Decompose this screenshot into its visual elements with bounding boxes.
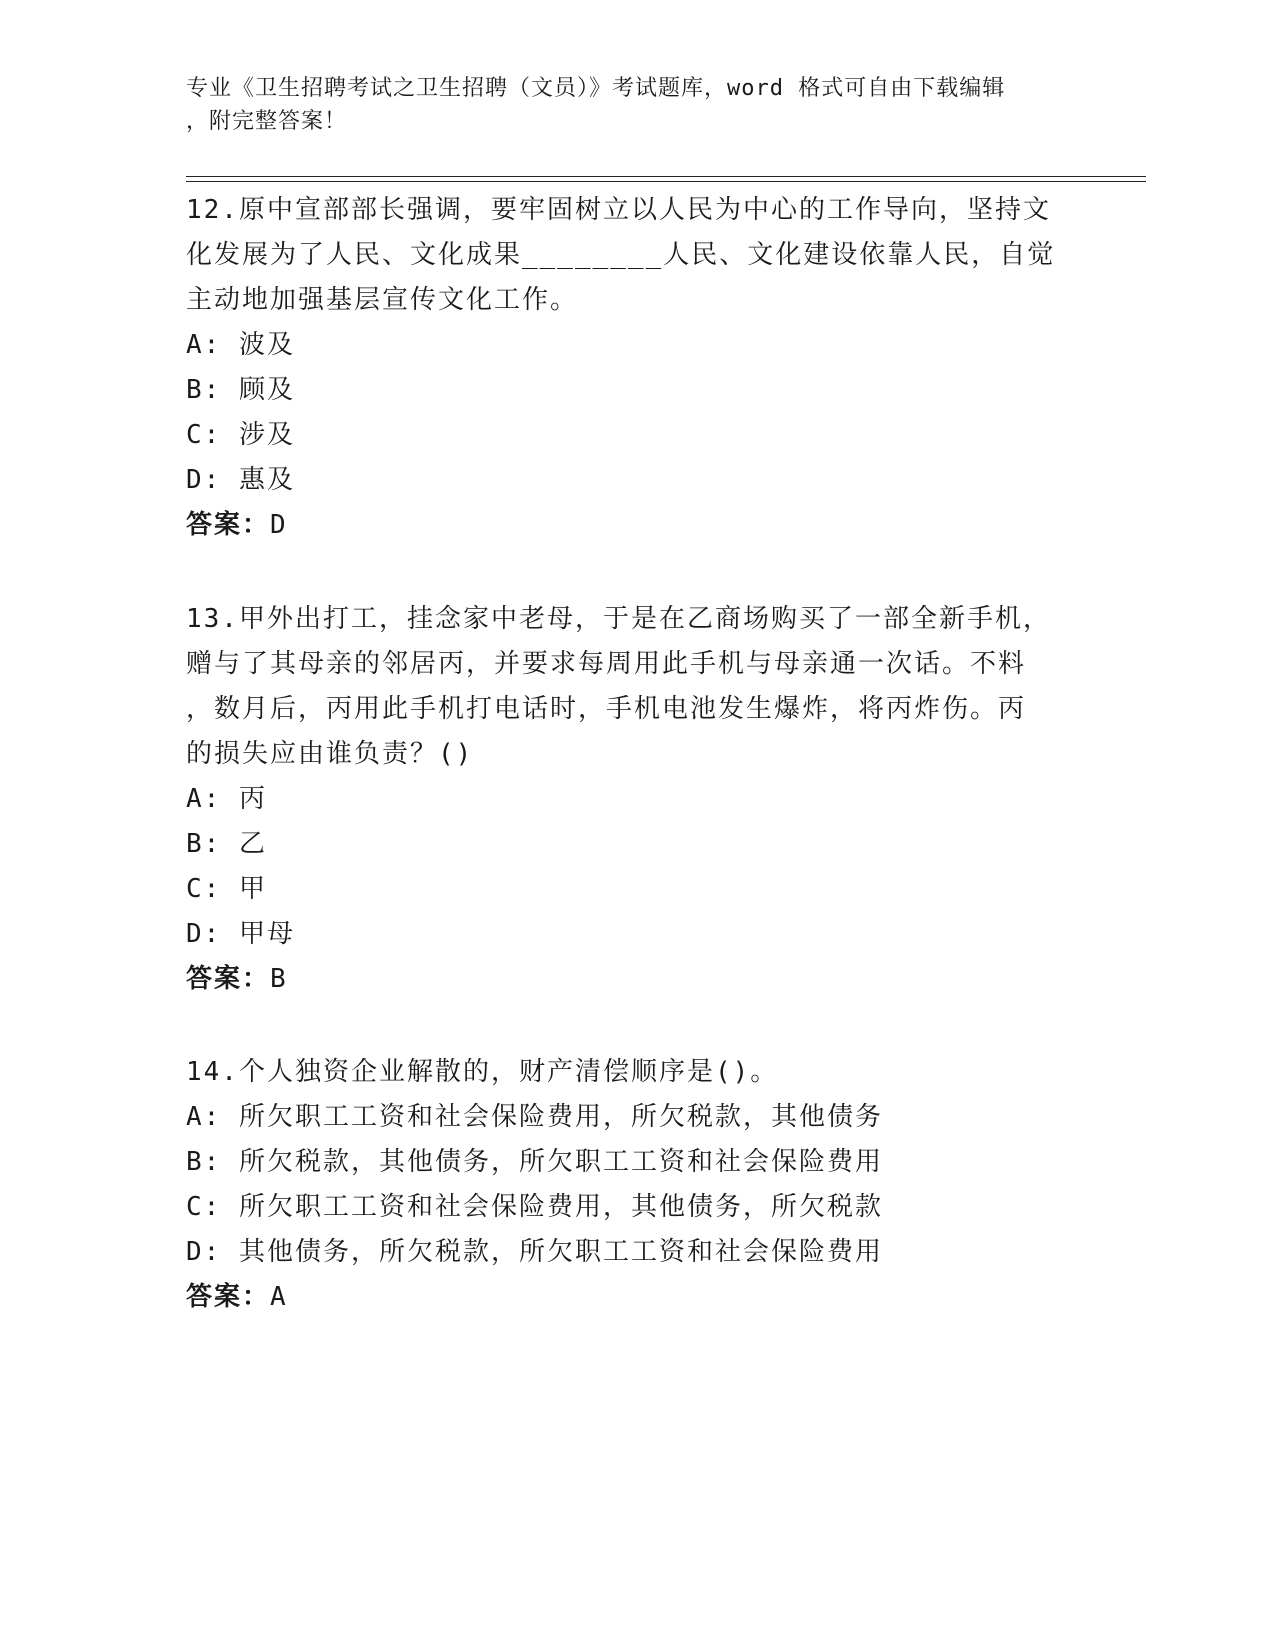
option-a: A: 丙 <box>186 784 267 814</box>
option-a: A: 所欠职工工资和社会保险费用，所欠税款，其他债务 <box>186 1102 883 1132</box>
option-c: C: 甲 <box>186 874 267 904</box>
question-line: 化发展为了人民、文化成果________人民、文化建设依靠人民，自觉 <box>186 240 1056 270</box>
answer-label: 答案： <box>186 964 271 994</box>
document-header <box>186 72 1086 138</box>
header-divider-top <box>186 176 1146 177</box>
header-line-1: 专业《卫生招聘考试之卫生招聘（文员）》考试题库，word 格式可自由下载编辑 <box>186 76 1006 101</box>
question-line: 的损失应由谁负责？() <box>186 739 474 769</box>
answer-label: 答案： <box>186 1282 271 1312</box>
answer-value: A <box>270 1282 286 1312</box>
answer-value: D <box>270 510 286 540</box>
option-c: C: 涉及 <box>186 420 295 450</box>
answer-label: 答案： <box>186 510 271 540</box>
question-line: 13.甲外出打工，挂念家中老母，于是在乙商场购买了一部全新手机， <box>186 604 1051 634</box>
question-14 <box>186 1050 1086 1320</box>
option-c: C: 所欠职工工资和社会保险费用，其他债务，所欠税款 <box>186 1192 883 1222</box>
option-b: B: 顾及 <box>186 375 295 405</box>
option-d: D: 甲母 <box>186 919 295 949</box>
answer-value: B <box>270 964 286 994</box>
option-d: D: 惠及 <box>186 465 295 495</box>
header-line-2: ，附完整答案！ <box>186 109 348 134</box>
answer-line <box>186 1275 1086 1320</box>
question-line: 赠与了其母亲的邻居丙，并要求每周用此手机与母亲通一次话。不料 <box>186 649 1027 679</box>
question-13 <box>186 597 1086 1002</box>
question-line: 主动地加强基层宣传文化工作。 <box>186 285 579 315</box>
option-a: A: 波及 <box>186 330 295 360</box>
option-b: B: 乙 <box>186 829 267 859</box>
question-line: 12.原中宣部部长强调，要牢固树立以人民为中心的工作导向，坚持文 <box>186 195 1051 225</box>
option-b: B: 所欠税款，其他债务，所欠职工工资和社会保险费用 <box>186 1147 883 1177</box>
header-divider-bottom <box>186 181 1146 182</box>
answer-line <box>186 957 1086 1002</box>
question-line: 14.个人独资企业解散的，财产清偿顺序是()。 <box>186 1057 779 1087</box>
question-12 <box>186 188 1086 548</box>
answer-line <box>186 503 1086 548</box>
question-line: ，数月后，丙用此手机打电话时，手机电池发生爆炸，将丙炸伤。丙 <box>186 694 1027 724</box>
option-d: D: 其他债务，所欠税款，所欠职工工资和社会保险费用 <box>186 1237 883 1267</box>
